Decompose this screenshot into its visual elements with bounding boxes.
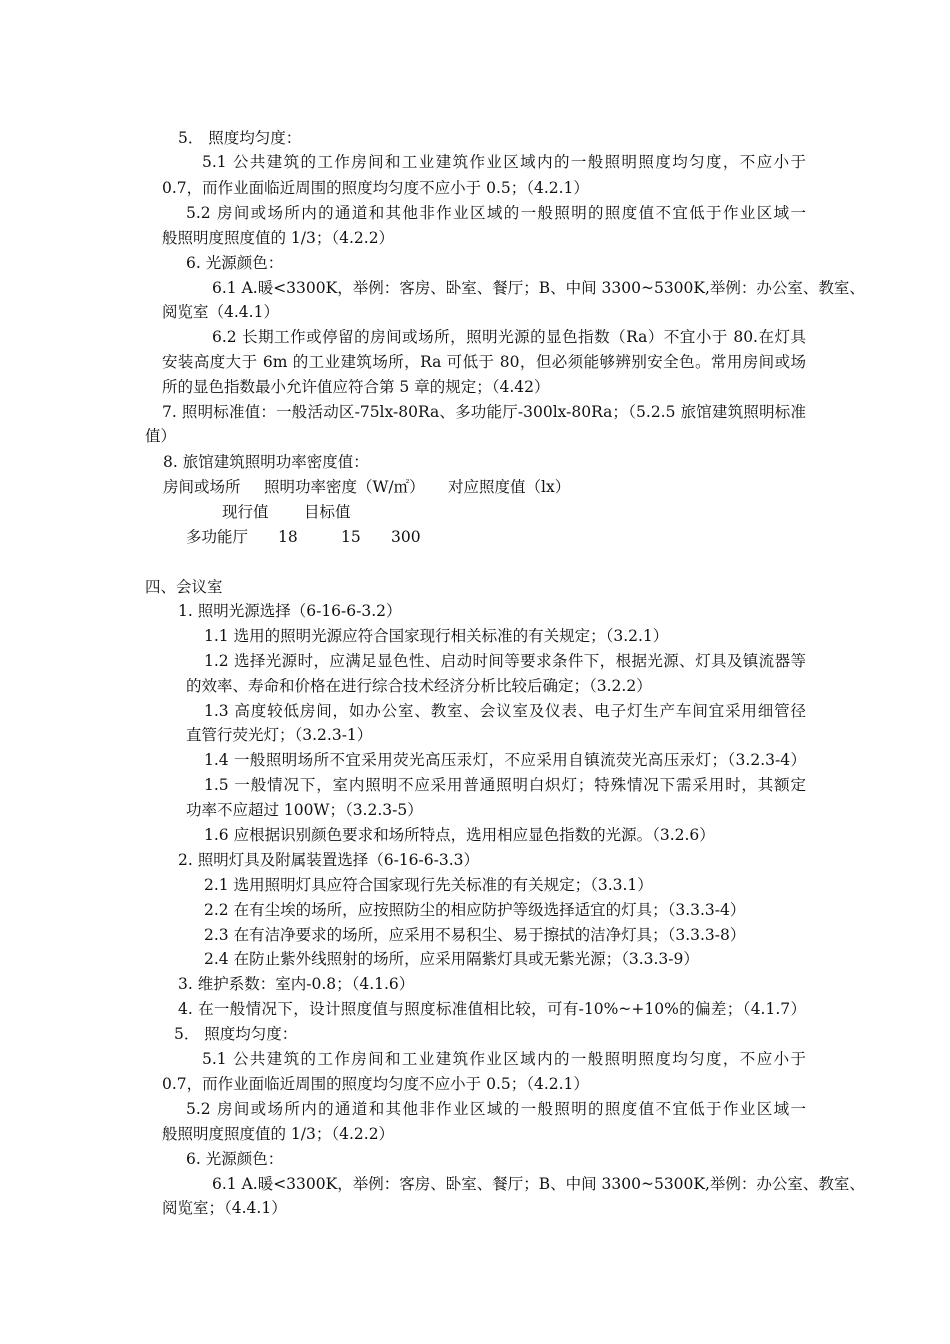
paragraph-1-1: 1.1 选用的照明光源应符合国家现行相关标准的有关规定；（3.2.1） xyxy=(204,627,669,645)
paragraph-5-1-line2: 0.7，而作业面临近周围的照度均匀度不应小于 0.5；（4.2.1） xyxy=(162,179,589,197)
paragraph-2-4: 2.4 在防止紫外线照射的场所，应采用隔紫灯具或无紫光源；（3.3.3-9） xyxy=(204,950,699,968)
heading-uniformity: 5． 照度均匀度： xyxy=(178,129,302,147)
heading-luminaires: 2. 照明灯具及附属装置选择（6-16-6-3.3） xyxy=(178,851,480,869)
paragraph-6-1b-line1: 6.1 A.暖<3300K，举例：客房、卧室、餐厅；B、中间 3300~5300K,举例：办公室、教室、 xyxy=(212,1175,865,1193)
paragraph-maintenance-factor: 3. 维护系数：室内-0.8；（4.1.6） xyxy=(178,975,415,993)
paragraph-6-1-line1: 6.1 A.暖<3300K，举例：客房、卧室、餐厅；B、中间 3300~5300K,举例：办公室、教室、 xyxy=(212,279,865,297)
table-cell-illuminance: 300 xyxy=(391,528,421,546)
paragraph-5-2-line1: 5.2 房间或场所内的通道和其他非作业区域的一般照明的照度值不宜低于作业区域一 xyxy=(186,204,806,222)
paragraph-7-line2: 值） xyxy=(145,427,177,445)
table-header-density: 照明功率密度（W/㎡） xyxy=(264,478,425,496)
paragraph-5-1b-line1: 5.1 公共建筑的工作房间和工业建筑作业区域内的一般照明照度均匀度，不应小于 xyxy=(202,1050,806,1068)
paragraph-5-1-line1: 5.1 公共建筑的工作房间和工业建筑作业区域内的一般照明照度均匀度，不应小于 xyxy=(202,153,806,171)
heading-light-color: 6. 光源颜色： xyxy=(186,254,284,272)
paragraph-1-2-line2: 的效率、寿命和价格在进行综合技术经济分析比较后确定；（3.2.2） xyxy=(186,677,652,695)
paragraph-1-4: 1.4 一般照明场所不宜采用荧光高压汞灯，不应采用自镇流荧光高压汞灯；（3.2.3-4） xyxy=(204,751,806,769)
table-subheader-target: 目标值 xyxy=(304,503,351,521)
paragraph-2-2: 2.2 在有尘埃的场所，应按照防尘的相应防护等级选择适宜的灯具；（3.3.3-4） xyxy=(204,901,746,919)
paragraph-1-3-line2: 直管行荧光灯；（3.2.3-1） xyxy=(186,726,373,744)
section-title-meeting-room: 四、会议室 xyxy=(145,578,223,596)
table-cell-current: 18 xyxy=(278,528,298,546)
table-header-illuminance: 对应照度值（lx） xyxy=(448,478,571,496)
paragraph-2-1: 2.1 选用照明灯具应符合国家现行先关标准的有关规定；（3.3.1） xyxy=(204,876,653,894)
paragraph-5-2b-line2: 般照明度照度值的 1/3；（4.2.2） xyxy=(162,1125,395,1143)
paragraph-1-2-line1: 1.2 选择光源时，应满足显色性、启动时间等要求条件下，根据光源、灯具及镇流器等 xyxy=(204,652,806,670)
paragraph-6-2-line3: 所的显色指数最小允许值应符合第 5 章的规定；（4.42） xyxy=(162,378,550,396)
table-subheader-current: 现行值 xyxy=(222,503,269,521)
heading-uniformity-2: 5． 照度均匀度： xyxy=(174,1025,298,1043)
table-cell-room-name: 多功能厅 xyxy=(186,528,249,546)
table-cell-target: 15 xyxy=(341,528,361,546)
paragraph-1-6: 1.6 应根据识别颜色要求和场所特点，选用相应显色指数的光源。（3.2.6） xyxy=(204,826,715,844)
paragraph-5-1b-line2: 0.7，而作业面临近周围的照度均匀度不应小于 0.5；（4.2.1） xyxy=(162,1075,589,1093)
table-header-room: 房间或场所 xyxy=(163,478,241,496)
paragraph-2-3: 2.3 在有洁净要求的场所，应采用不易积尘、易于擦拭的洁净灯具；（3.3.3-8） xyxy=(204,926,746,944)
heading-power-density: 8. 旅馆建筑照明功率密度值： xyxy=(163,453,369,471)
paragraph-5-2b-line1: 5.2 房间或场所内的通道和其他非作业区域的一般照明的照度值不宜低于作业区域一 xyxy=(186,1100,806,1118)
paragraph-deviation: 4. 在一般情况下，设计照度值与照度标准值相比较，可有-10%~+10%的偏差；（4.1.7） xyxy=(178,1000,806,1018)
paragraph-6-1-line2: 阅览室（4.4.1） xyxy=(162,303,279,321)
paragraph-6-2-line2: 安装高度大于 6m 的工业建筑场所，Ra 可低于 80，但必须能够辨别安全色。常用房间或场 xyxy=(162,353,806,371)
heading-light-color-2: 6. 光源颜色： xyxy=(186,1150,284,1168)
paragraph-1-3-line1: 1.3 高度较低房间，如办公室、教室、会议室及仪表、电子灯生产车间宜采用细管径 xyxy=(204,702,806,720)
paragraph-7-line1: 7. 照明标准值：一般活动区-75lx-80Ra、多功能厅-300lx-80Ra；（5.2.5 旅馆建筑照明标准 xyxy=(162,403,806,421)
heading-light-source: 1. 照明光源选择（6-16-6-3.2） xyxy=(178,602,402,620)
paragraph-1-5-line2: 功率不应超过 100W；（3.2.3-5） xyxy=(186,801,423,819)
paragraph-6-1b-line2: 阅览室；（4.4.1） xyxy=(162,1199,287,1217)
paragraph-5-2-line2: 般照明度照度值的 1/3；（4.2.2） xyxy=(162,229,395,247)
paragraph-6-2-line1: 6.2 长期工作或停留的房间或场所，照明光源的显色指数（Ra）不宜小于 80.在灯具 xyxy=(212,328,806,346)
paragraph-1-5-line1: 1.5 一般情况下，室内照明不应采用普通照明白炽灯；特殊情况下需采用时，其额定 xyxy=(204,776,806,794)
